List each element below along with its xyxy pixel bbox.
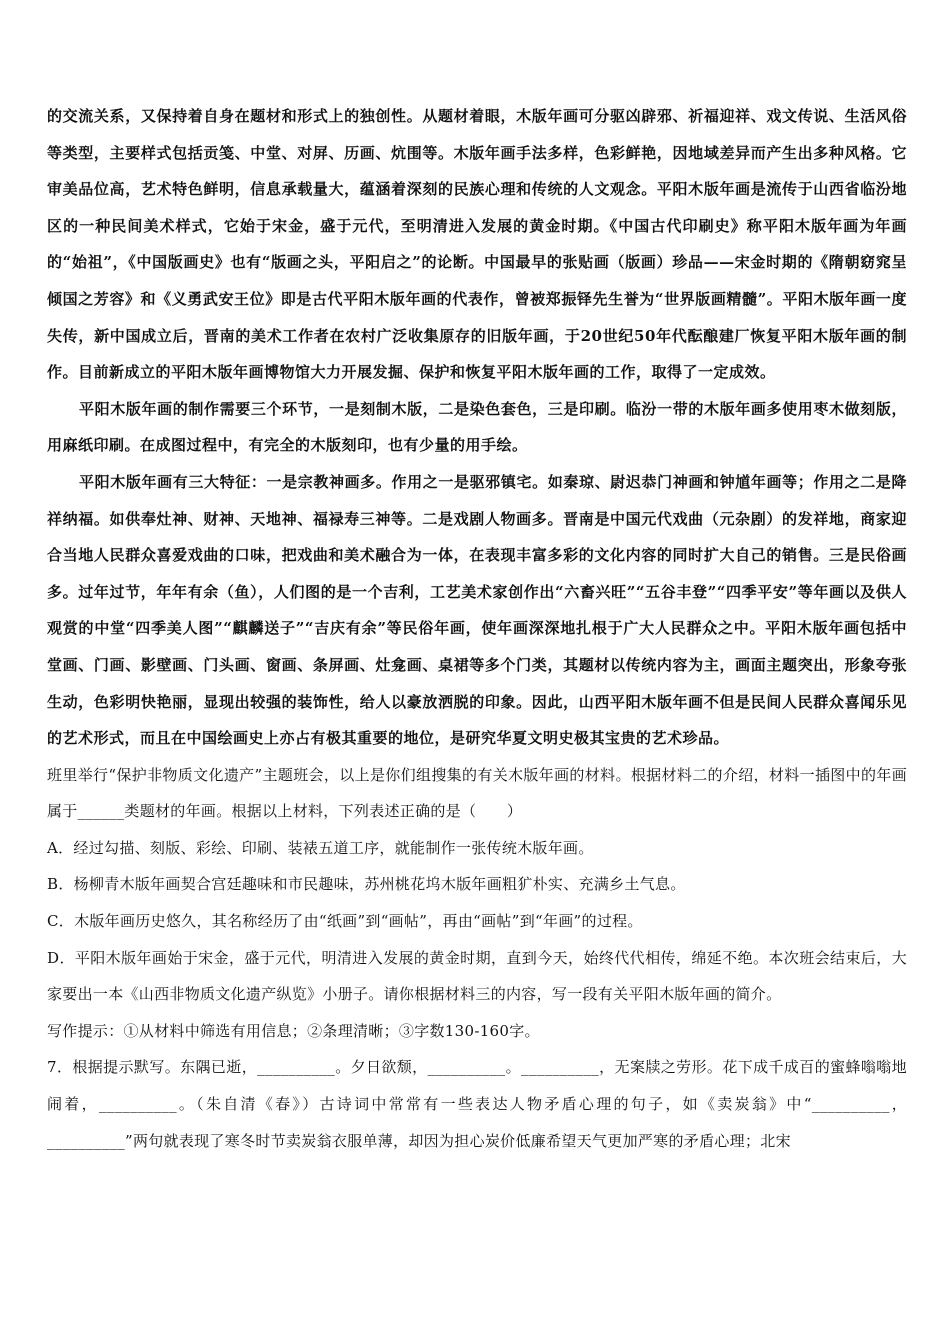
option-b: B．杨柳青木版年画契合宫廷趣味和市民趣味，苏州桃花坞木版年画粗犷朴实、充满乡土气息。	[47, 875, 686, 894]
option-c: C．木版年画历史悠久，其名称经历了由“纸画”到“画帖”，再由“画帖”到“年画”的过程。	[47, 912, 643, 931]
option-d: D．平阳木版年画始于宋金，盛于元代，明清进入发展的黄金时期，直到今天，始终代代相传，绵延不绝。本次班会结束后，大家要出一本《山西非物质文化遗产纵览》小册子。请你根据材料三的内容，写一段有关平阳木版年画的简介。	[47, 948, 907, 1004]
writing-hint: 写作提示：①从材料中筛选有用信息；②条理清晰；③字数130-160字。	[47, 1021, 540, 1040]
option-a: A．经过勾描、刻版、彩绘、印刷、装裱五道工序，就能制作一张传统木版年画。	[47, 838, 594, 857]
document-page	[47, 98, 907, 1159]
material-paragraph-1: 的交流关系，又保持着自身在题材和形式上的独创性。从题材着眼，木版年画可分驱凶辟邪、祈福迎祥、戏文传说、生活风俗等类型，主要样式包括贡笺、中堂、对屏、历画、炕围等。木版年画手法多样，色彩鲜艳，因地域差异而产生出多种风格。它审美品位高，艺术特色鲜明，信息承载量大，蕴涵着深刻的民族心理和传统的人文观念。平阳木版年画是流传于山西省临汾地区的一种民间美术样式，它始于宋金，盛于元代，至明清进入发展的黄金时期。《中国古代印刷史》称平阳木版年画为年画的“始祖”，《中国版画史》也有“版画之头，平阳启之”的论断。中国最早的张贴画（版画）珍品——宋金时期的《隋朝窈窕呈倾国之芳容》和《义勇武安王位》即是古代平阳木版年画的代表作，曾被郑振铎先生誉为“世界版画精髓”。平阳木版年画一度失传，新中国成立后，晋南的美术工作者在农村广泛收集原存的旧版年画，于20世纪50年代酝酿建厂恢复平阳木版年画的制作。目前新成立的平阳木版年画博物馆大力开展发掘、保护和恢复平阳木版年画的工作，取得了一定成效。	[47, 107, 907, 382]
question-stem: 班里举行“保护非物质文化遗产”主题班会，以上是你们组搜集的有关木版年画的材料。根据材料二的介绍，材料一插图中的年画属于______类题材的年画。根据以上材料，下列表述正确的是（ ）	[47, 765, 907, 821]
material-paragraph-3: 平阳木版年画有三大特征：一是宗教神画多。作用之一是驱邪镇宅。如秦琼、尉迟恭门神画和钟馗年画等；作用之二是降祥纳福。如供奉灶神、财神、天地神、福禄寿三神等。二是戏剧人物画多。晋南是中国元代戏曲（元杂剧）的发祥地，商家迎合当地人民群众喜爱戏曲的口味，把戏曲和美术融合为一体，在表现丰富多彩的文化内容的同时扩大自己的销售。三是民俗画多。过年过节，年年有余（鱼），人们图的是一个吉利，工艺美术家创作出“六畜兴旺”“五谷丰登”“四季平安”等年画以及供人观赏的中堂“四季美人图”“麒麟送子”“吉庆有余”等民俗年画，使年画深深地扎根于广大人民群众之中。平阳木版年画包括中堂画、门画、影壁画、门头画、窗画、条屏画、灶龛画、桌裙等多个门类，其题材以传统内容为主，画面主题突出，形象夸张生动，色彩明快艳丽，显现出较强的装饰性，给人以豪放洒脱的印象。因此，山西平阳木版年画不但是民间人民群众喜闻乐见的艺术形式，而且在中国绘画史上亦占有极其重要的地位，是研究华夏文明史极其宝贵的艺术珍品。	[47, 472, 907, 748]
material-paragraph-2: 平阳木版年画的制作需要三个环节，一是刻制木版，二是染色套色，三是印刷。临汾一带的木版年画多使用枣木做刻版，用麻纸印刷。在成图过程中，有完全的木版刻印，也有少量的用手绘。	[47, 399, 907, 455]
question-7: 7．根据提示默写。东隅已逝，__________。夕日欲颓，__________。__________，无案牍之劳形。花下成千成百的蜜蜂嗡嗡地闹着，__________。（朱自清《春》）古诗词中常常有一些表达人物矛盾心理的句子，如《卖炭翁》中“__________，__________”两句就表现了寒冬时节卖炭翁衣服单薄，却因为担心炭价低廉希望天气更加严寒的矛盾心理；北宋	[47, 1058, 907, 1150]
